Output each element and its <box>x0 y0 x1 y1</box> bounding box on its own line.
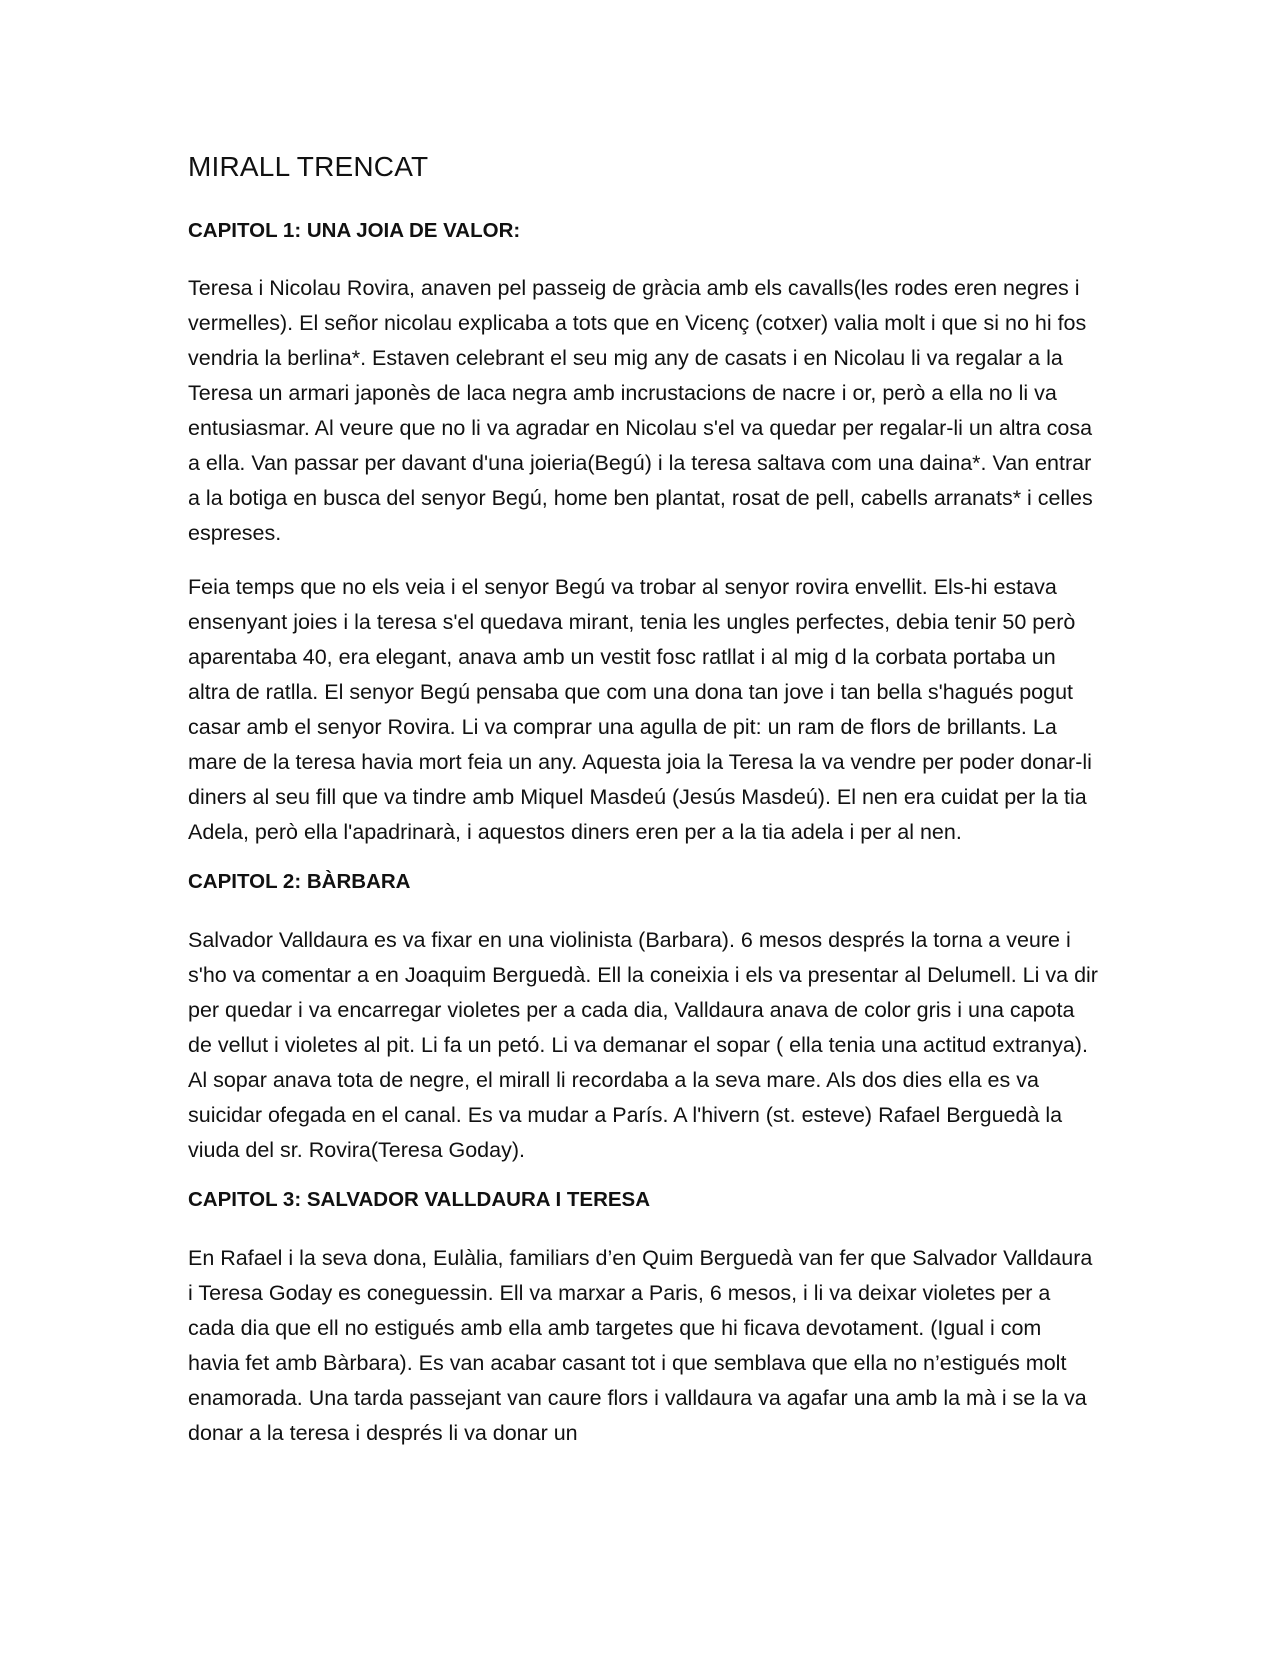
chapter-3-paragraph-1: En Rafael i la seva dona, Eulàlia, familiars d’en Quim Berguedà van fer que Salvador Valldaura i Teresa Goday es coneguessin. Ell va marxar a Paris, 6 mesos, i li va deixar violetes per a cada dia que ell no estigués amb ella amb targetes que hi ficava devotament. (Igual i com havia fet amb Bàrbara). Es van acabar casant tot i que semblava que ella no n’estigués molt enamorada. Una tarda passejant van caure flors i valldaura va agafar una amb la mà i se la va donar a la teresa i després li va donar un <box>188 1245 1093 1445</box>
document-title: MIRALL TRENCAT <box>188 151 429 182</box>
chapter-3-heading: CAPITOL 3: SALVADOR VALLDAURA I TERESA <box>188 1187 651 1211</box>
chapter-1-paragraph-1: Teresa i Nicolau Rovira, anaven pel passeig de gràcia amb els cavalls(les rodes eren negres i vermelles). El señor nicolau explicaba a tots que en Vicenç (cotxer) valia molt i que si no hi fos vendria la berlina*. Estaven celebrant el seu mig any de casats i en Nicolau li va regalar a la Teresa un armari japonès de laca negra amb incrustacions de nacre i or, però a ella no li va entusiasmar. Al veure que no li va agradar en Nicolau s'el va quedar per regalar-li un altra cosa a ella. Van passar per davant d'una joieria(Begú) i la teresa saltava com una daina*. Van entrar a la botiga en busca del senyor Begú, home ben plantat, rosat de pell, cabells arranats* i celles espreses. <box>188 276 1093 546</box>
chapter-2-heading: CAPITOL 2: BÀRBARA <box>188 870 411 894</box>
chapter-1-heading: CAPITOL 1: UNA JOIA DE VALOR: <box>188 218 521 242</box>
document-page <box>188 150 1098 1470</box>
chapter-1-paragraph-2: Feia temps que no els veia i el senyor Begú va trobar al senyor rovira envellit. Els-hi estava ensenyant joies i la teresa s'el quedava mirant, tenia les ungles perfectes, debia tenir 50 però aparentaba 40, era elegant, anava amb un vestit fosc ratllat i al mig d la corbata portaba un altra de ratlla. El senyor Begú pensaba que com una dona tan jove i tan bella s'hagués pogut casar amb el senyor Rovira. Li va comprar una agulla de pit: un ram de flors de brillants. La mare de la teresa havia mort feia un any. Aquesta joia la Teresa la va vendre per poder donar-li diners al seu fill que va tindre amb Miquel Masdeú (Jesús Masdeú). El nen era cuidat per la tia Adela, però ella l'apadrinarà, i aquestos diners eren per a la tia adela i per al nen. <box>188 575 1092 845</box>
chapter-2-paragraph-1: Salvador Valldaura es va fixar en una violinista (Barbara). 6 mesos després la torna a veure i s'ho va comentar a en Joaquim Berguedà. Ell la coneixia i els va presentar al Delumell. Li va dir per quedar i va encarregar violetes per a cada dia, Valldaura anava de color gris i una capota de vellut i violetes al pit. Li fa un petó. Li va demanar el sopar ( ella tenia una actitud extranya). Al sopar anava tota de negre, el mirall li recordaba a la seva mare. Als dos dies ella es va suicidar ofegada en el canal. Es va mudar a París. A l'hivern (st. esteve) Rafael Berguedà la viuda del sr. Rovira(Teresa Goday). <box>188 927 1098 1162</box>
